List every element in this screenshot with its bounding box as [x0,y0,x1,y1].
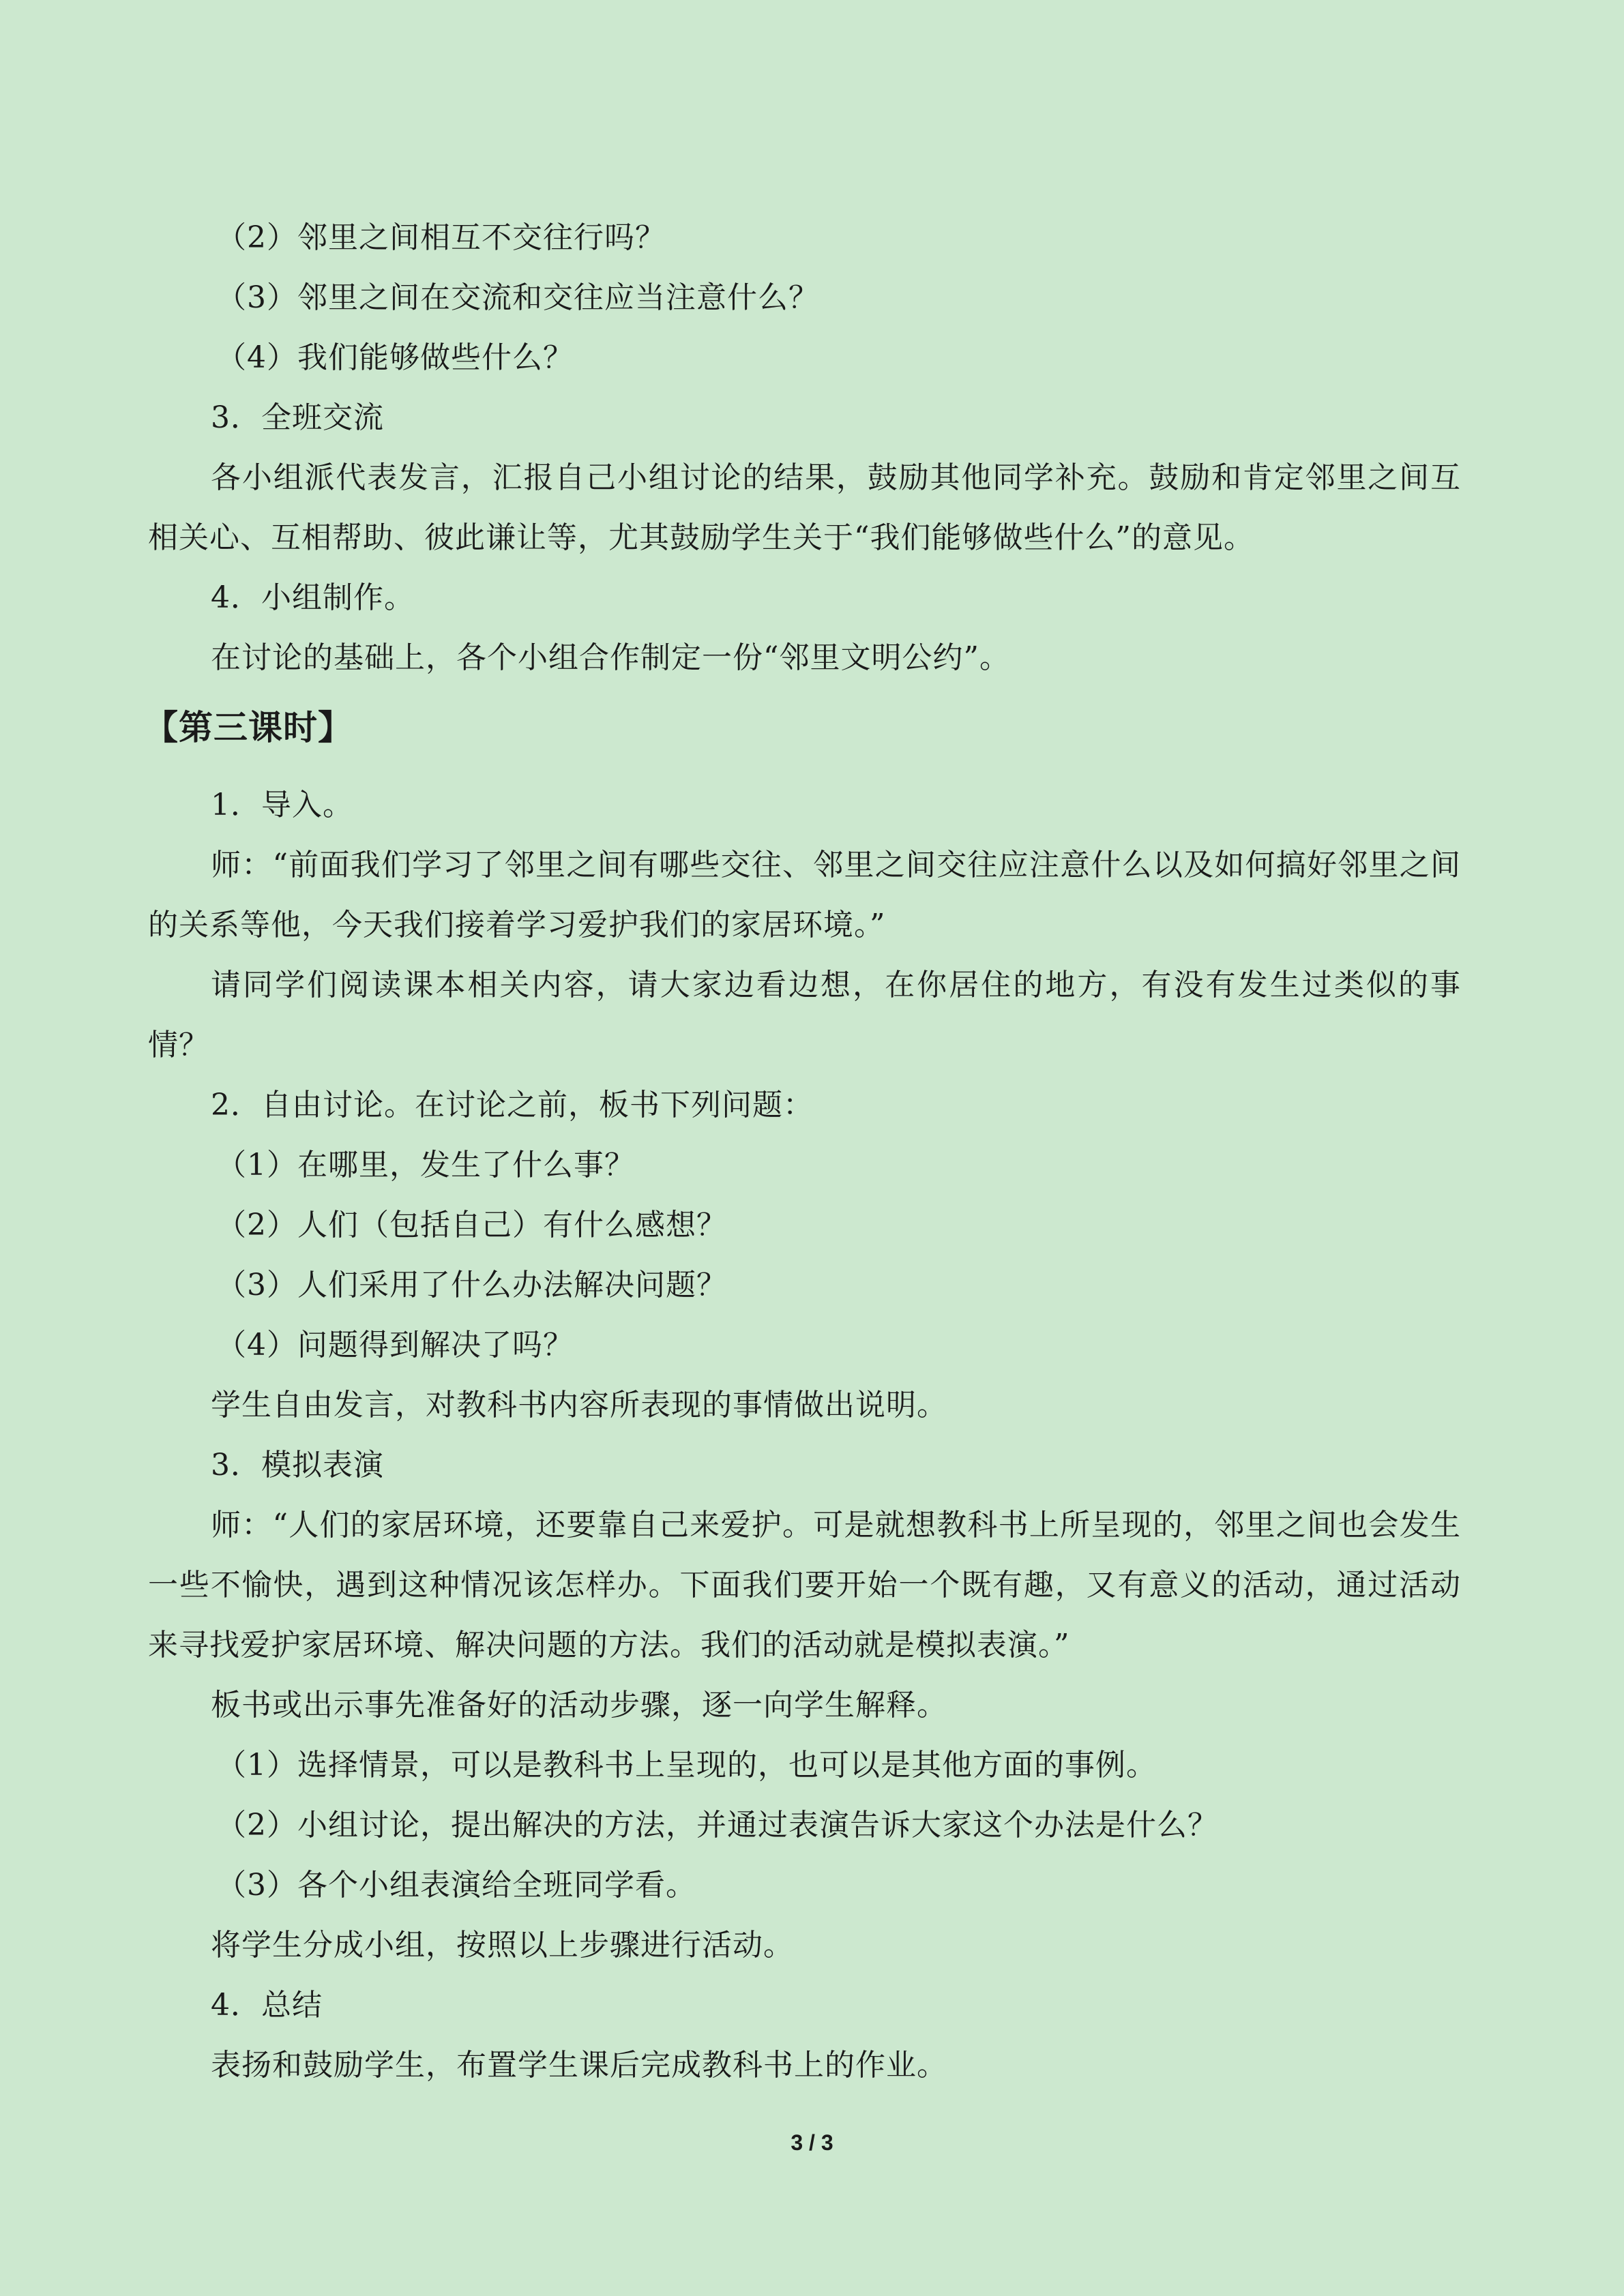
step-3-paragraph: 各小组派代表发言，汇报自己小组讨论的结果，鼓励其他同学补充。鼓励和肯定邻里之间互相关心、互相帮助、彼此谦让等，尤其鼓励学生关于“我们能够做些什么”的意见。 [148,460,1461,555]
lesson3-activity-step-2: （2）小组讨论，提出解决的方法，并通过表演告诉大家这个办法是什么？ [216,1808,1218,1843]
lesson3-step-3-title: 3．模拟表演 [211,1448,384,1482]
page-content [144,208,1461,2096]
question-2: （2）邻里之间相互不交往行吗？ [216,220,666,255]
lesson3-question-2: （2）人们（包括自己）有什么感想？ [216,1208,727,1242]
question-4: （4）我们能够做些什么？ [216,340,574,375]
step-4-paragraph: 在讨论的基础上，各个小组合作制定一份“邻里文明公约”。 [211,640,1010,675]
step-3-title: 3．全班交流 [211,400,384,435]
lesson3-step-3-paragraph: 师：“人们的家居环境，还要靠自己来爱护。可是就想教科书上所呈现的，邻里之间也会发生一些不愉快，遇到这种情况该怎样办。下面我们要开始一个既有趣，又有意义的活动，通过活动来寻找爱护家居环境、解决问题的方法。我们的活动就是模拟表演。” [148,1508,1461,1663]
lesson3-step-3-paragraph-3: 将学生分成小组，按照以上步骤进行活动。 [211,1928,794,1963]
lesson3-step-1-paragraph: 师：“前面我们学习了邻里之间有哪些交往、邻里之间交往应注意什么以及如何搞好邻里之间的关系等他，今天我们接着学习爱护我们的家居环境。” [148,848,1461,942]
lesson3-activity-step-1: （1）选择情景，可以是教科书上呈现的，也可以是其他方面的事例。 [216,1748,1157,1783]
lesson3-question-3: （3）人们采用了什么办法解决问题？ [216,1268,727,1302]
lesson3-step-1-title: 1．导入。 [211,788,353,822]
lesson3-step-2-paragraph: 学生自由发言，对教科书内容所表现的事情做出说明。 [211,1388,947,1422]
lesson-heading: 【第三课时】 [144,708,353,747]
lesson3-step-2-title: 2．自由讨论。在讨论之前，板书下列问题： [211,1088,814,1122]
lesson3-step-3-paragraph-2: 板书或出示事先准备好的活动步骤，逐一向学生解释。 [211,1688,947,1723]
lesson3-activity-step-3: （3）各个小组表演给全班同学看。 [216,1868,696,1903]
page-number: 3 / 3 [791,2130,833,2155]
question-3: （3）邻里之间在交流和交往应当注意什么？ [216,280,819,315]
lesson3-step-4-title: 4．总结 [211,1988,323,2023]
step-4-title: 4．小组制作。 [211,580,415,615]
lesson3-question-1: （1）在哪里，发生了什么事？ [216,1148,635,1182]
lesson3-step-1-paragraph-2: 请同学们阅读课本相关内容，请大家边看边想，在你居住的地方，有没有发生过类似的事情？ [148,968,1461,1062]
lesson3-step-4-paragraph: 表扬和鼓励学生，布置学生课后完成教科书上的作业。 [211,2048,947,2083]
lesson3-question-4: （4）问题得到解决了吗？ [216,1328,574,1362]
